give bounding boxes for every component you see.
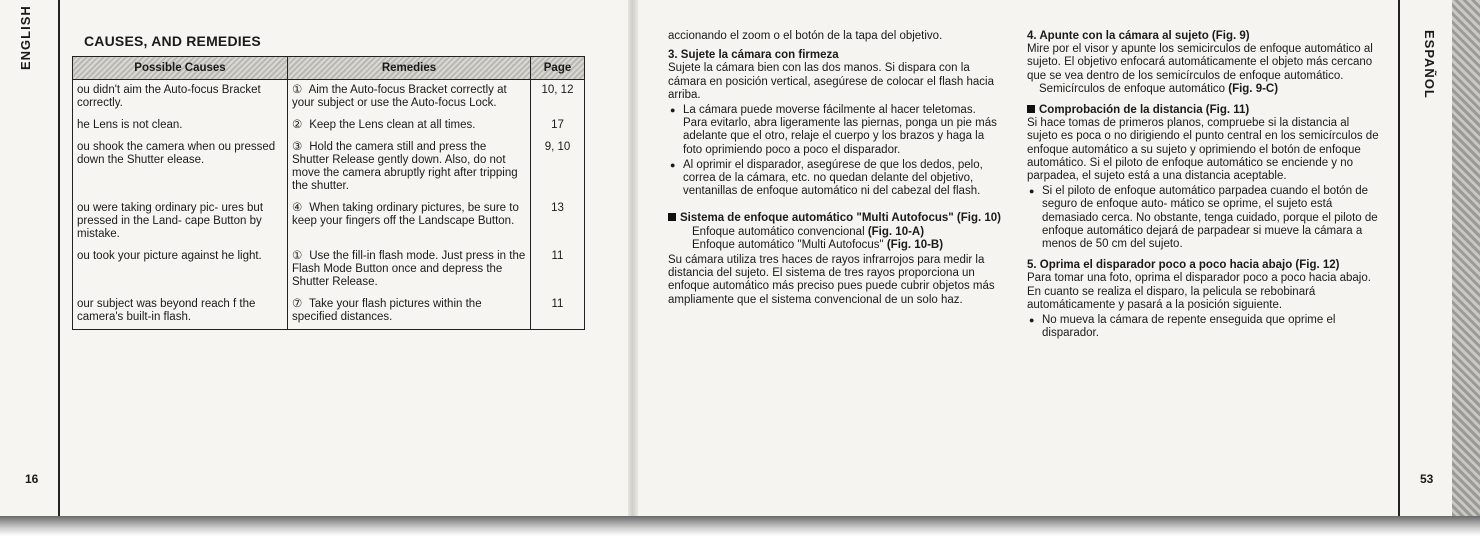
remedy-number: ② [292,119,303,131]
remedy-number: ① [292,250,303,262]
remedy-number: ④ [292,202,303,214]
list-item [683,104,1006,157]
cause-cell: our subject was beyond reach f the camera's built-in flash. [73,294,288,330]
page-cell: 13 [531,198,585,246]
list-item-continuation: Para evitarlo, abra ligeramente las piernas, ponga un pie más adelante que el otro, relaje el cuerpo y los brazos y haga la foto oprimiendo poco a poco el disparador. [683,117,997,156]
section-heading-4: 4. Apunte con la cámara al sujeto (Fig. 9) [1027,30,1250,42]
list-item [1042,185,1379,251]
section-heading-multi-autofocus [668,212,1006,225]
section-3-list [668,104,1006,198]
remedy-text: Hold the camera still and press the Shutter Release gently down. Also, do not move the camera abruptly right after tripping the shutter. [292,141,518,192]
page-cell: 10, 12 [531,80,585,116]
remedy-text: When taking ordinary pictures, be sure to keep your fingers off the Landscape Button. [292,202,519,227]
remedy-text: Aim the Auto-focus Bracket correctly at your subject or use the Auto-focus Lock. [292,84,507,109]
remedy-cell [288,137,531,198]
header-page: Page [531,57,585,80]
square-bullet-icon [668,213,676,221]
side-language-label-left: ENGLISH [18,5,33,70]
page-number-right: 53 [1420,472,1434,486]
multi-autofocus-paragraph: Su cámara utiliza tres haces de rayos infrarrojos para medir la distancia del sujeto. El sistema de tres rayos proporciona un enfoque automático más preciso pues puede cubrir objetos más ampliamente que el sistema convencional de un solo haz. [668,254,995,306]
page-cell: 11 [531,246,585,294]
remedy-text: Use the fill-in flash mode. Just press in the Flash Mode Button once and depress the Shutter Release. [292,250,526,288]
cause-cell: ou shook the camera when ou pressed down the Shutter elease. [73,137,288,198]
cause-cell: ou didn't aim the Auto-focus Bracket correctly. [73,80,288,116]
distance-paragraph: Si hace tomas de primeros planos, compruebe si la distancia al sujeto es poca o no dirigiendo el punto central en los semicírculos de enfoque automático a su sujeto y oprimiendo el botón de enfoque automático. Si el piloto de enfoque automático se enciende y no parpadea, el sujeto está a una distancia aceptable. [1027,117,1379,183]
list-item [683,159,1006,199]
book-gutter [628,0,638,520]
section-3-paragraph: Sujete la cámara bien con las dos manos. Si dispara con la cámara en posición vertical, asegúrese de colocar el flash hacia arriba. [668,62,995,101]
remedy-cell [288,80,531,116]
heading-text: Comprobación de la distancia (Fig. 11) [1039,104,1250,117]
cause-cell: ou were taking ordinary pic- ures but pressed in the Land- cape Button by mistake. [73,198,288,246]
figure-label: (Fig. 10-A) [867,225,925,238]
section-5-list [1027,314,1379,340]
heading-text: Sistema de enfoque automático "Multi Autofocus" (Fig. 10) [680,212,1002,225]
page-edge-tab [1452,0,1480,516]
table-row [73,294,585,330]
list-item-text: La cámara puede moverse fácilmente al hacer teletomas. [683,104,976,117]
page-title: CAUSES, AND REMEDIES [84,33,261,49]
section-heading-3: 3. Sujete la cámara con firmeza [668,49,839,62]
page-shadow [0,516,1480,536]
figure-label: (Fig. 9-C) [1228,82,1279,95]
page-cell: 9, 10 [531,137,585,198]
distance-list [1027,185,1379,251]
remedy-cell [288,246,531,294]
cause-cell: ou took your picture against he light. [73,246,288,294]
table-row [73,246,585,294]
figure-caption: Enfoque automático convencional [692,225,865,238]
page-number-left: 16 [25,472,39,486]
remedy-text: Keep the Lens clean at all times. [309,119,476,131]
section-4-paragraph: Mire por el visor y apunte los semicirculos de enfoque automático al sujeto. El objetivo enfocará automáticamente el objeto más cercano que se vea dentro de los semicírculos de enfoque automático. [1027,43,1373,82]
remedy-cell [288,115,531,137]
remedy-text: Take your flash pictures within the specified distances. [292,298,482,323]
figure-reference-conventional [668,226,1006,239]
left-margin-rule [58,0,60,516]
figure-label: (Fig. 10-B) [886,238,944,251]
remedy-number: ⑦ [292,298,303,310]
header-remedies: Remedies [288,57,531,80]
page-cell: 17 [531,115,585,137]
intro-paragraph: accionando el zoom o el botón de la tapa del objetivo. [668,30,943,42]
side-language-label-right: ESPAÑOL [1422,30,1437,99]
remedy-cell [288,198,531,246]
header-possible-causes: Possible Causes [73,57,288,80]
spanish-column-2 [1027,30,1379,342]
remedy-number: ③ [292,141,303,153]
table-row [73,80,585,116]
figure-reference-9c [1027,83,1379,96]
table-row [73,198,585,246]
right-margin-rule [1398,0,1400,516]
table-row [73,115,585,137]
list-item-text: No mueva la cámara de repente enseguida que oprime el disparador. [1042,314,1336,340]
table-row [73,137,585,198]
page-cell: 11 [531,294,585,330]
spanish-column-1 [668,30,1006,313]
square-bullet-icon [1027,105,1035,113]
figure-reference-multi [668,239,1006,252]
cause-cell: he Lens is not clean. [73,115,288,137]
list-item-text: Si el piloto de enfoque automático parpadea cuando el botón de seguro de enfoque auto- mático se oprime, el sujeto está demasiado cerca. No obstante, tenga cuidado, porque el piloto de enfoque automático dejará de parpadear si mueve la cámara a menos de 50 cm del sujeto. [1042,185,1378,251]
remedy-cell [288,294,531,330]
section-heading-5: 5. Oprima el disparador poco a poco hacia abajo (Fig. 12) [1027,259,1340,272]
figure-caption: Semicírculos de enfoque automático [1039,82,1226,95]
section-5-paragraph: Para tomar una foto, oprima el disparador poco a poco hacia abajo. En cuanto se realiza el disparo, la pelicula se rebobinará automáticamente y pasará a la posición siguiente. [1027,272,1371,311]
figure-caption: Enfoque automático "Multi Autofocus" [692,238,884,251]
remedy-number: ① [292,84,303,96]
section-heading-distance [1027,104,1379,117]
causes-remedies-table [72,56,585,330]
list-item-text: Al oprimir el disparador, asegúrese de que los dedos, pelo, correa de la cámara, etc. no quedan delante del objetivo, ventanillas de enfoque automático ni del cabezal del flash. [683,158,983,198]
list-item [1042,314,1379,340]
